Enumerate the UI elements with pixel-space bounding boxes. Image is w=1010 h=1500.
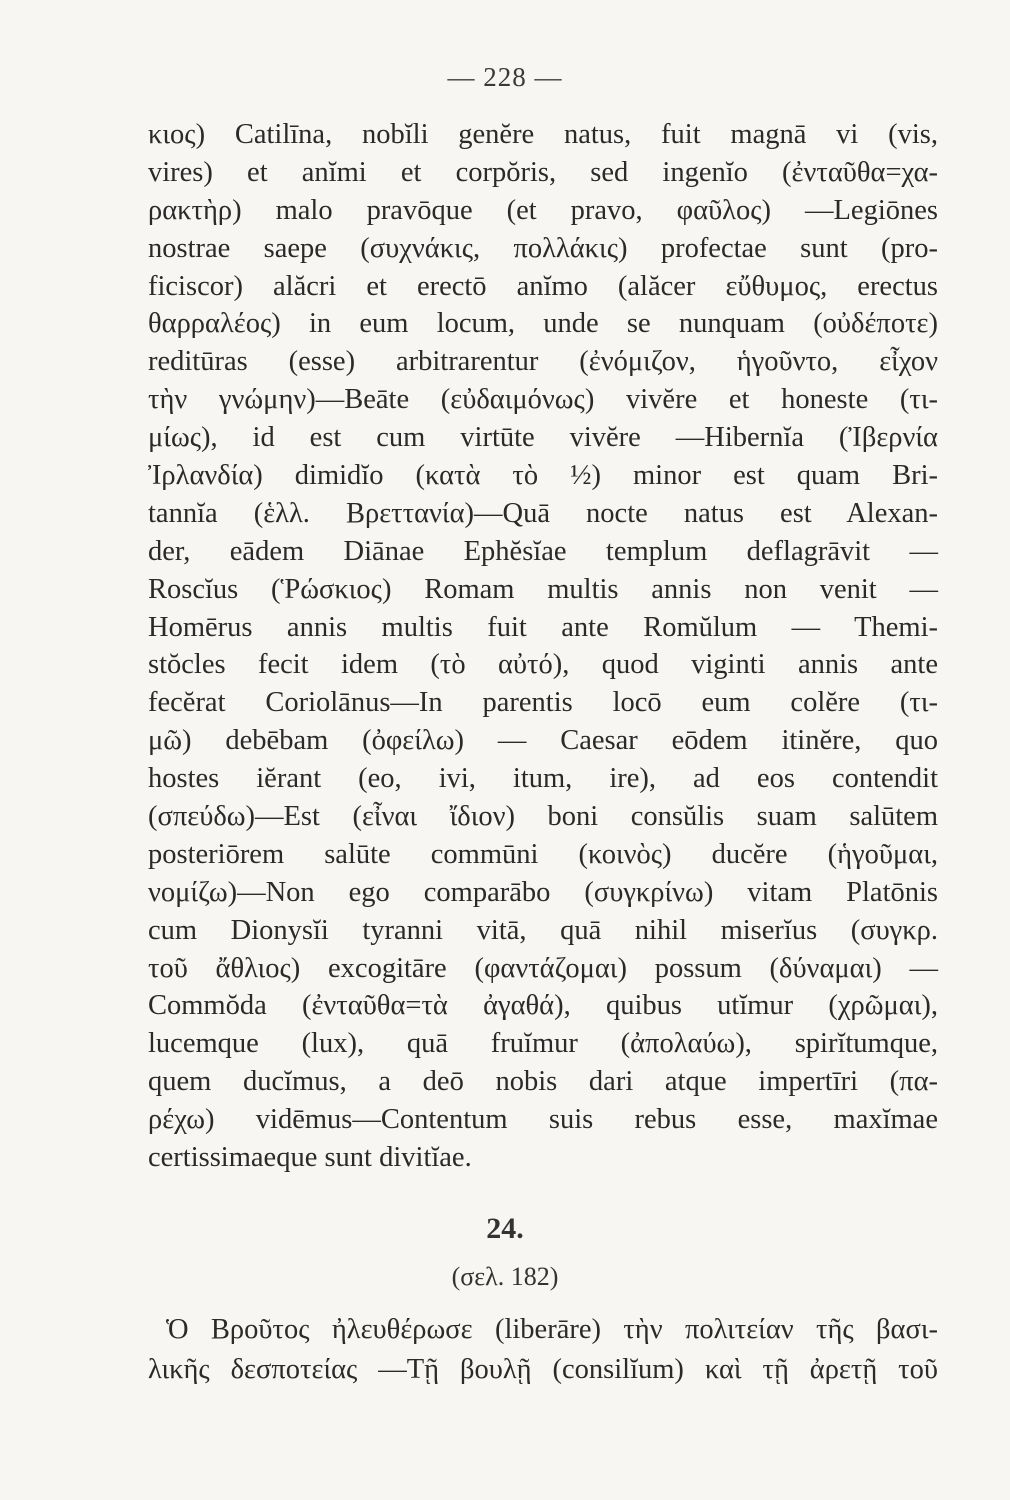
- text-line: τοῦ ἄθλιος) excogitāre (φαντάζομαι) possum (δύναμαι) —: [148, 952, 938, 984]
- text-line: (σπεύδω)—Est (εἶναι ἴδιον) boni consŭlis suam salūtem: [148, 801, 938, 833]
- text-line: θαρραλέος) in eum locum, unde se nunquam (οὐδέποτε): [148, 308, 938, 340]
- section-reference: (σελ. 182): [451, 1262, 559, 1291]
- text-line: Ἰρλανδία) dimidĭo (κατὰ τὸ ½) minor est quam Bri-: [148, 460, 938, 492]
- text-line: Homērus annis multis fuit ante Romŭlum — Themi-: [148, 611, 938, 643]
- text-line: Ὁ Βροῦτος ἠλευθέρωσε (liberāre) τὴν πολιτείαν τῆς βασι-: [166, 1314, 938, 1345]
- text-line: nostrae saepe (συχνάκις, πολλάκις) profectae sunt (pro-: [148, 232, 938, 264]
- section-text: [148, 1310, 938, 1390]
- text-line: tannĭa (ἑλλ. Βρεττανία)—Quā nocte natus est Alexan-: [148, 497, 938, 529]
- text-line: fecĕrat Coriolānus—In parentis locō eum colĕre (τι-: [148, 687, 938, 719]
- text-line: κιος) Catilīna, nobĭli genĕre natus, fuit magnā vi (vis,: [148, 119, 938, 150]
- text-line: lucemque (lux), quā fruĭmur (ἀπολαύω), spirĭtumque,: [148, 1028, 938, 1060]
- text-line: μίως), id est cum virtūte vivĕre —Hibernĭa (Ἰβερνία: [148, 422, 938, 454]
- text-line: λικῆς δεσποτείας —Τῇ βουλῇ (consilĭum) καὶ τῇ ἀρετῇ τοῦ: [148, 1354, 938, 1385]
- text-line: ρέχω) vidēmus—Contentum suis rebus esse, maxĭmae: [148, 1104, 938, 1136]
- text-line: ρακτὴρ) malo pravōque (et pravo, φαῦλος) —Legiōnes: [148, 194, 938, 226]
- page-number: — 228 —: [447, 62, 563, 92]
- body-text: [148, 116, 938, 1177]
- text-line: certissimaeque sunt divitĭae.: [148, 1142, 472, 1174]
- text-line: quem ducĭmus, a deō nobis dari atque impertīri (πα-: [148, 1066, 938, 1098]
- text-line: stŏcles fecit idem (τὸ αὐτό), quod viginti annis ante: [148, 649, 938, 681]
- section-number: 24.: [486, 1212, 524, 1245]
- text-line: reditūras (esse) arbitrarentur (ἐνόμιζον, ἡγοῦντο, εἶχον: [148, 346, 938, 378]
- text-line: cum Dionysĭi tyranni vitā, quā nihil miserĭus (συγκρ.: [148, 914, 938, 946]
- text-line: νομίζω)—Non ego comparābo (συγκρίνω) vitam Platōnis: [148, 876, 938, 908]
- text-line: τὴν γνώμην)—Beāte (εὐδαιμόνως) vivĕre et honeste (τι-: [148, 384, 938, 416]
- text-line: Roscĭus (Ῥώσκιος) Romam multis annis non venit —: [148, 573, 938, 605]
- text-line: μῶ) debēbam (ὀφείλω) — Caesar eōdem itinĕre, quo: [148, 725, 938, 757]
- text-line: Commŏda (ἐνταῦθα=τὰ ἀγαθά), quibus utĭmur (χρῶμαι),: [148, 990, 938, 1022]
- text-line: ficiscor) alăcri et erectō anĭmo (alăcer εὔθυμος, erectus: [148, 270, 938, 302]
- text-line: der, eādem Diānae Ephĕsĭae templum deflagrāvit —: [148, 535, 938, 567]
- text-line: posteriōrem salūte commūni (κοινὸς) ducĕre (ἡγοῦμαι,: [148, 838, 938, 870]
- text-line: vires) et anĭmi et corpŏris, sed ingenĭo (ἐνταῦθα=χα-: [148, 156, 938, 188]
- text-line: hostes iĕrant (eo, ivi, itum, ire), ad eos contendit: [148, 763, 938, 795]
